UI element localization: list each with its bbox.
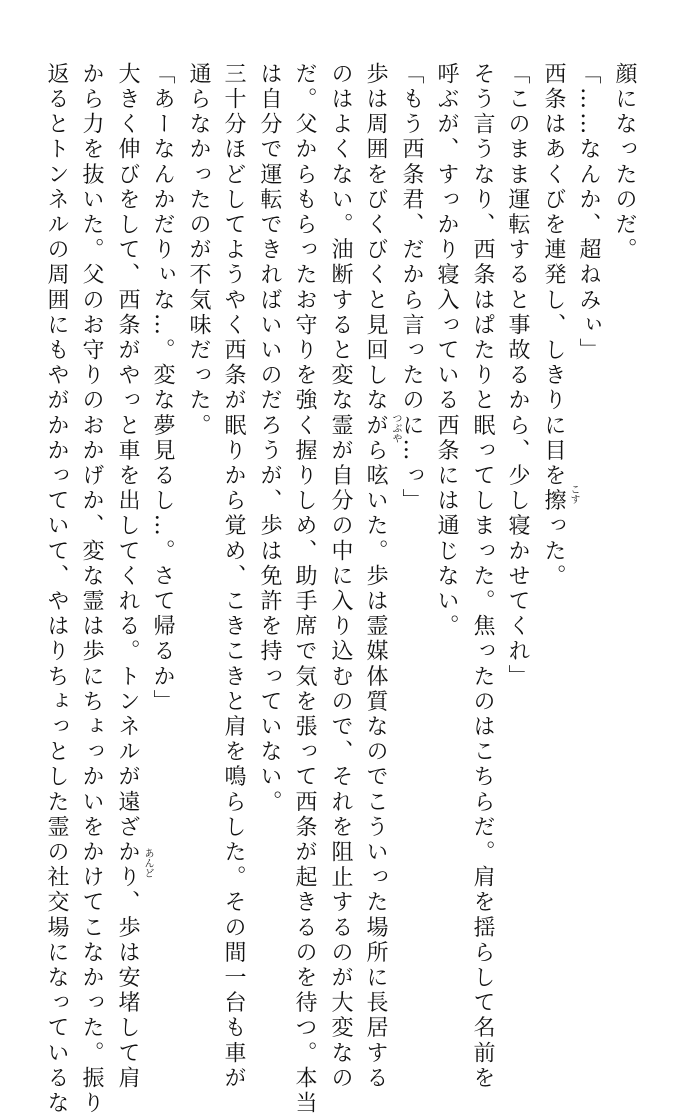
text-column-15: 大きく伸びをして、西条がやっと車を出してくれる。トンネルが遠ざかり、歩は安堵して肩 [115, 62, 140, 1092]
text-column-4: 「このまま運転すると事故るから、少し寝かせてくれ」 [505, 62, 530, 690]
text-column-10: だ。父からもらったお守りを強く握りしめ、助手席で気を張って西条が起きるのを待つ。本当 [292, 62, 317, 1116]
text-column-13: 通らなかったのが不気味だった。 [186, 62, 211, 439]
text-column-14: 「あーなんかだりぃな…。変な夢見るし…。さて帰るか」 [150, 62, 175, 715]
furigana-kosu: こす [568, 484, 579, 504]
text-column-16: から力を抜いた。父のお守りのおかげか、変な霊は歩にちょっかいをかけてこなかった。振り [79, 62, 104, 1116]
text-column-12: 三十分ほどしてようやく西条が眠りから覚め、こきこきと肩を鳴らした。その間一台も車が [221, 62, 246, 1092]
text-column-1: 顔になったのだ。 [612, 62, 637, 263]
text-column-17: 返るとトンネルの周囲にもやがかかっていて、やはりちょっとした霊の社交場になっているな [44, 62, 69, 1116]
furigana-tsubuya: つぶや [390, 413, 401, 443]
furigana-ando: あんど [142, 848, 153, 878]
text-column-7: 「もう西条君、だから言ったのに…っ」 [399, 62, 424, 514]
text-column-2: 「……なんか、超ねみぃ」 [576, 62, 601, 364]
text-column-3: 西条はあくびを連発し、しきりに目を擦った。 [541, 62, 566, 590]
text-column-9: のはよくない。油断すると変な霊が自分の中に入り込むので、それを阻止するのが大変なの [328, 62, 353, 1092]
text-column-5: そう言うなり、西条はぱたりと眠ってしまった。焦ったのはこちらだ。肩を揺らして名前を [470, 62, 495, 1092]
text-column-11: は自分で運転できればいいのだろうが、歩は免許を持っていない。 [257, 62, 282, 815]
text-column-6: 呼ぶが、すっかり寝入っている西条には通じない。 [434, 62, 459, 640]
text-column-8: 歩は周囲をびくびくと見回しながら呟いた。歩は霊媒体質なのでこういった場所に長居する [363, 62, 388, 1092]
